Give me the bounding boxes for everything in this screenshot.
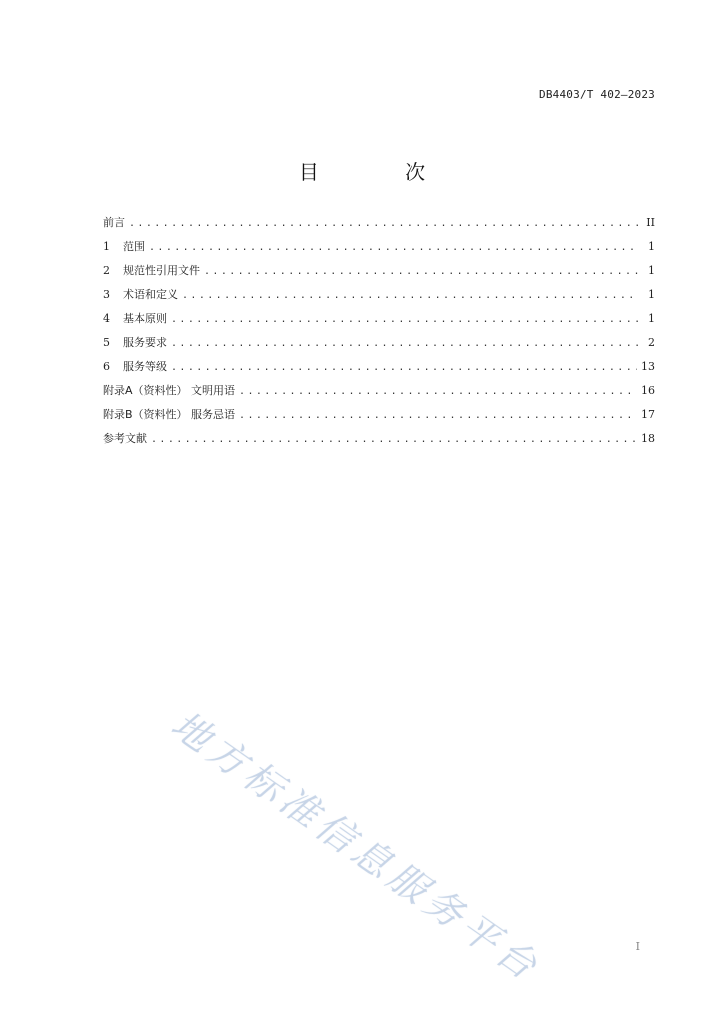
table-of-contents xyxy=(103,215,655,455)
toc-title: 目 次 xyxy=(298,160,466,184)
page-number: I xyxy=(635,940,640,953)
toc-entry-number: 4 xyxy=(103,312,110,325)
toc-entry-service-levels[interactable] xyxy=(103,359,655,383)
toc-leader-dots xyxy=(171,360,637,376)
toc-entry-page: 1 xyxy=(648,312,655,325)
toc-entry-normative-references[interactable] xyxy=(103,263,655,287)
toc-entry-label: 附录B（资料性） 服务忌语 xyxy=(103,408,236,421)
toc-entry-number: 2 xyxy=(103,264,110,277)
toc-entry-terms-definitions[interactable] xyxy=(103,287,655,311)
toc-entry-page: 13 xyxy=(641,360,655,373)
toc-entry-label: 附录A（资料性） 文明用语 xyxy=(103,384,236,397)
watermark: 地方标准信息服务平台 xyxy=(163,702,550,991)
toc-leader-dots xyxy=(151,432,637,448)
toc-leader-dots xyxy=(129,216,639,232)
toc-entry-label: 服务等级 xyxy=(123,360,167,373)
toc-entry-page: 2 xyxy=(648,336,655,349)
toc-entry-bibliography[interactable] xyxy=(103,431,655,455)
toc-leader-dots xyxy=(204,264,639,280)
document-number: DB4403/T 402—2023 xyxy=(539,88,655,101)
toc-entry-label: 范围 xyxy=(123,240,145,253)
toc-entry-page: 16 xyxy=(641,384,655,397)
toc-entry-scope[interactable] xyxy=(103,239,655,263)
toc-entry-label: 基本原则 xyxy=(123,312,167,325)
toc-entry-number: 1 xyxy=(103,240,110,253)
toc-entry-number: 3 xyxy=(103,288,110,301)
toc-entry-label: 术语和定义 xyxy=(123,288,178,301)
toc-entry-page: 1 xyxy=(648,240,655,253)
toc-entry-number: 5 xyxy=(103,336,110,349)
toc-entry-appendix-b[interactable] xyxy=(103,407,655,431)
toc-entry-appendix-a[interactable] xyxy=(103,383,655,407)
toc-entry-basic-principles[interactable] xyxy=(103,311,655,335)
toc-leader-dots xyxy=(182,288,639,304)
toc-leader-dots xyxy=(171,336,639,352)
toc-leader-dots xyxy=(149,240,639,256)
toc-leader-dots xyxy=(239,384,637,400)
toc-entry-foreword[interactable] xyxy=(103,215,655,239)
toc-entry-label: 服务要求 xyxy=(123,336,167,349)
toc-entry-page: 1 xyxy=(648,288,655,301)
toc-entry-page: 18 xyxy=(641,432,655,445)
toc-entry-page: 17 xyxy=(641,408,655,421)
toc-leader-dots xyxy=(239,408,637,424)
toc-entry-label: 规范性引用文件 xyxy=(123,264,200,277)
toc-entry-page: II xyxy=(646,216,655,229)
toc-entry-number: 6 xyxy=(103,360,110,373)
toc-entry-label: 前言 xyxy=(103,216,125,229)
toc-entry-service-requirements[interactable] xyxy=(103,335,655,359)
toc-entry-label: 参考文献 xyxy=(103,432,147,445)
toc-entry-page: 1 xyxy=(648,264,655,277)
toc-leader-dots xyxy=(171,312,639,328)
